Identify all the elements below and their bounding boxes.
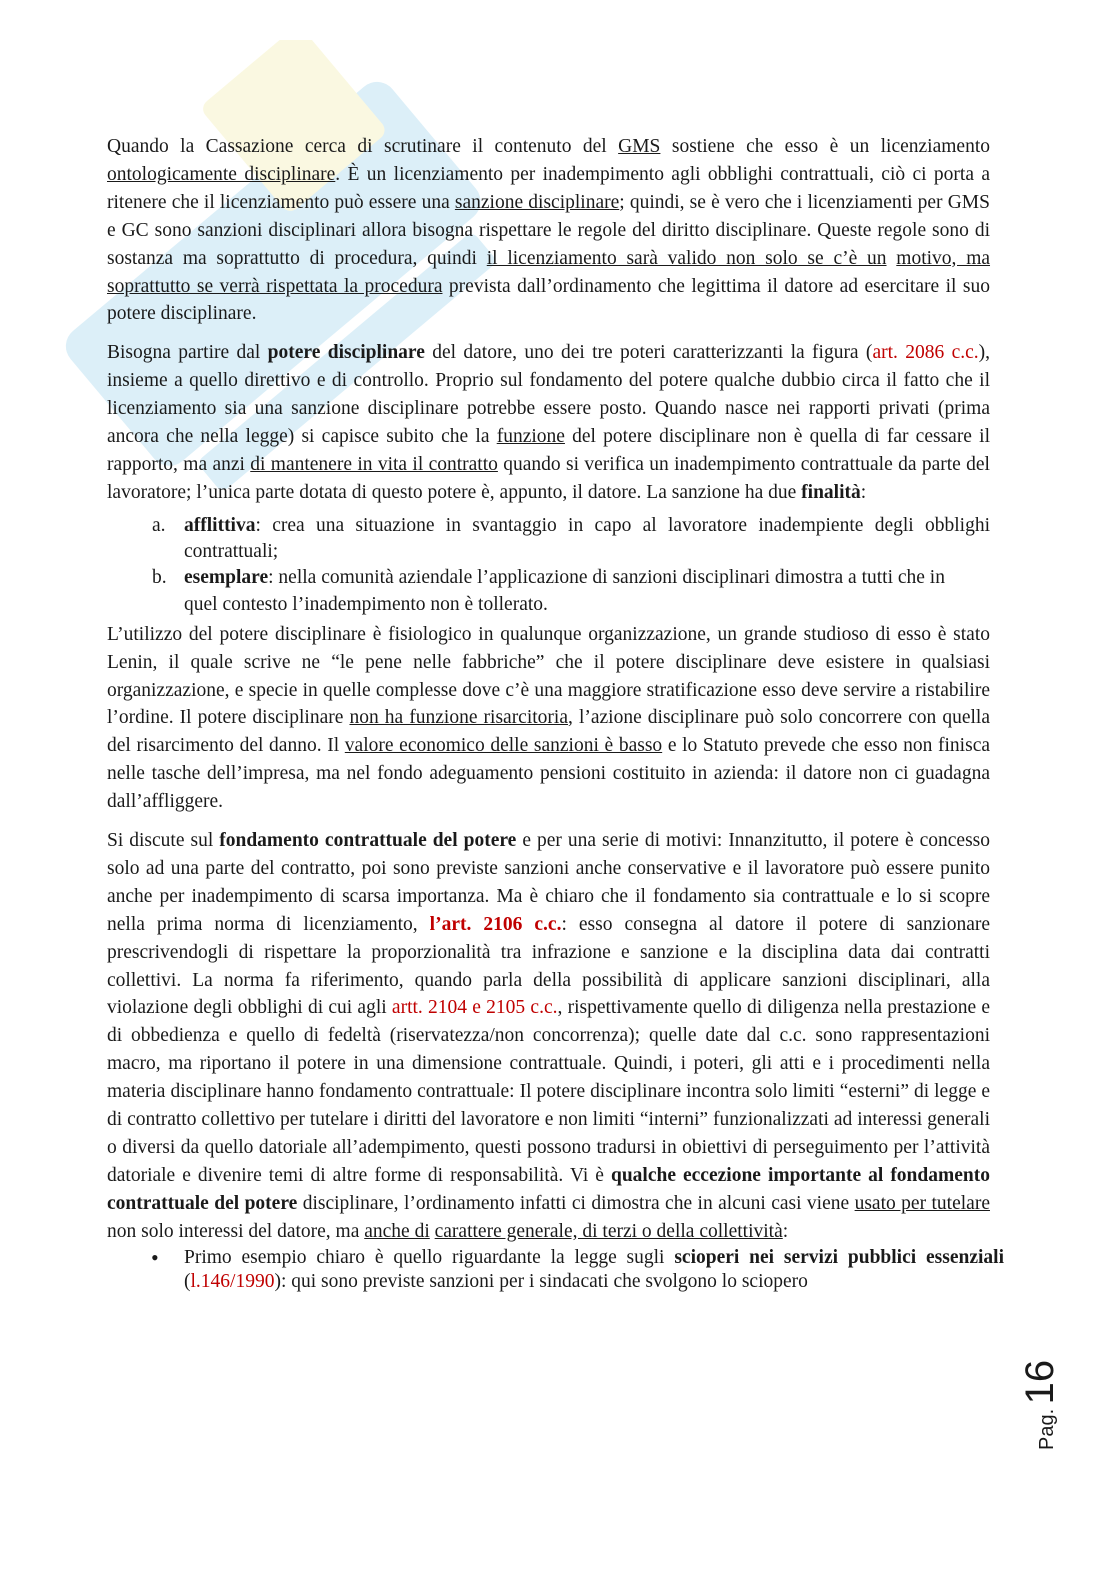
paragraph-fondamento: [107, 827, 990, 1246]
text: . È un licenziamento per inadempimento agli obblighi contrattuali, ciò ci porta a ritenere che il licenziamento può essere una: [107, 163, 990, 213]
text: [887, 248, 897, 269]
page-number: [1018, 1350, 1088, 1460]
bold-text: potere disciplinare: [267, 342, 425, 364]
text: L’utilizzo del potere disciplinare è fisiologico in qualunque organizzazione, un grande studioso di esso è stato Lenin, il quale scrive ne “le pene nelle fabbriche” che il potere disciplinare deve esistere in qualsiasi organizzazione, e specie in quelle complesse dove c’è una maggiore stratificazione esso deve servire a ristabilire l’ordine. Il potere disciplinare: [107, 623, 990, 729]
bold-text: afflittiva: [184, 514, 256, 536]
text: ): qui sono previste sanzioni per i sindacati che svolgono lo sciopero: [274, 1270, 808, 1292]
text: e per una serie di motivi: Innanzitutto, il potere è concesso solo ad una parte del contratto, poi sono previste sanzioni anche conservative e il lavoratore può essere punito anche per inadempimento di scarsa importanza. Ma è chiaro che il fondamento sia contrattuale e lo si scopre nella prima norma di licenziamento,: [107, 830, 990, 935]
list-item: [107, 513, 990, 565]
text: : nella comunità aziendale l’applicazione di sanzioni disciplinari dimostra a tutti che in: [268, 566, 945, 588]
underlined-text: GMS: [618, 136, 661, 157]
underlined-text: non ha funzione risarcitoria: [349, 707, 568, 729]
underlined-text: carattere generale, di terzi o della collettività: [434, 1220, 783, 1242]
law-reference: l’art. 2106 c.c.: [429, 913, 562, 935]
bold-text: finalità: [801, 481, 861, 503]
bullet-marker: •: [151, 1244, 159, 1270]
text: del potere disciplinare non è quella di far cessare il rapporto, ma anzi: [107, 426, 991, 475]
underlined-text: ontologicamente disciplinare: [107, 163, 336, 185]
text: , l’azione disciplinare può solo concorrere con quella del risarcimento del danno. Il: [107, 707, 990, 757]
bold-text: scioperi nei servizi pubblici essenziali: [674, 1246, 1004, 1268]
text: (: [184, 1270, 191, 1292]
list-marker: b.: [152, 566, 167, 588]
text: disciplinare, l’ordinamento infatti ci dimostra che in alcuni casi viene: [297, 1192, 855, 1214]
text: e lo Statuto prevede che esso non finisca nelle tasche dell’impresa, ma nel fondo adeguamento pensioni costituito in azienda: il datore non ci guadagna dall’affliggere.: [107, 735, 991, 813]
underlined-text: di mantenere in vita il contratto: [250, 453, 498, 475]
page-label: Pag.: [1036, 1408, 1058, 1450]
underlined-text: anche di: [364, 1220, 430, 1242]
underlined-text: valore economico delle sanzioni è basso: [344, 735, 663, 757]
list-continuation: quel contesto l’inadempimento non è tollerato.: [184, 593, 548, 615]
text: del datore, uno dei tre poteri caratterizzanti la figura (: [424, 342, 873, 364]
text: non solo interessi del datore, ma: [107, 1220, 365, 1242]
paragraph-lenin: [107, 621, 990, 816]
document-body: [107, 133, 1004, 1294]
paragraph-gms: [107, 133, 990, 328]
text: quando si verifica un inadempimento contrattuale da parte del lavoratore; l’unica parte dotata di questo potere è, appunto, il datore. La sanzione ha due: [107, 453, 990, 503]
bold-text: qualche eccezione importante al fondamento contrattuale del potere: [107, 1164, 990, 1214]
underlined-text: il licenziamento sarà valido non solo se c’è un: [486, 247, 887, 269]
text: , rispettivamente quello di diligenza nella prestazione e di obbedienza e quello di fedeltà (riservatezza/non concorrenza); quelle date dal c.c. sono rappresentazioni macro, ma riportano il potere in una dimensione contrattuale. Quindi, i poteri, gli atti e i procedimenti nella materia disciplinare hanno fondamento contrattuale: Il potere disciplinare incontra solo limiti “esterni” di legge e di contratto collettivo per tutelare i diritti del lavoratore e non limiti “interni” funzionalizzati ad interessi generali o diversi da quello datoriale all’adempimento, questi possono tradursi in obiettivi di perseguimento per l’attività datoriale e divenire temi di altre forme di responsabilità. Vi è: [107, 997, 990, 1186]
text: :: [860, 481, 867, 503]
bold-text: fondamento contrattuale del potere: [219, 830, 517, 852]
law-reference: artt. 2104 e 2105 c.c.: [391, 997, 558, 1019]
text: Quando la Cassazione cerca di scrutinare il contenuto del: [107, 136, 619, 157]
underlined-text: motivo, ma soprattutto se verrà rispettata la procedura: [107, 247, 991, 297]
text: Si discute sul: [107, 830, 220, 852]
list-marker: a.: [152, 514, 166, 536]
law-reference: art. 2086 c.c.: [872, 342, 979, 364]
text: : crea una situazione in svantaggio in capo al lavoratore inadempiente degli obblighi contrattuali;: [184, 514, 990, 562]
text: prevista dall’ordinamento che legittima il datore ad esercitare il suo potere disciplinare.: [107, 275, 990, 325]
underlined-text: usato per tutelare: [854, 1192, 990, 1214]
text: sostiene che esso è un licenziamento: [660, 136, 990, 157]
list-item: [107, 1246, 1004, 1294]
paragraph-potere-disciplinare: [107, 339, 990, 506]
text: Primo esempio chiaro è quello riguardante la legge sugli: [184, 1246, 675, 1268]
finalita-list: [107, 513, 990, 591]
text: ), insieme a quello direttivo e di controllo. Proprio sul fondamento del potere qualche dubbio circa il fatto che il licenziamento sia una sanzione disciplinare potrebbe essere posto. Quando nasce nei rapporti privati (prima ancora che nella legge) si capisce subito che la: [107, 342, 991, 448]
underlined-text: sanzione disciplinare: [454, 191, 620, 213]
text: Bisogna partire dal: [107, 342, 268, 364]
page-number-value: 16: [1018, 1359, 1062, 1405]
bold-text: esemplare: [184, 566, 269, 588]
underlined-text: funzione: [496, 426, 565, 448]
text: ; quindi, se è vero che i licenziamenti per GMS e GC sono sanzioni disciplinari allora bisogna rispettare le regole del diritto disciplinare. Queste regole sono di sostanza ma soprattutto di procedura, quindi: [107, 191, 990, 269]
examples-list: [107, 1244, 1004, 1294]
text: : esso consegna al datore il potere di sanzionare prescrivendogli di rispettare la proporzionalità tra infrazione e sanzione e la disciplina data dai contratti collettivi. La norma fa riferimento, quando parla della possibilità di applicare sanzioni disciplinari, alla violazione degli obblighi di cui agli: [107, 913, 990, 1019]
law-reference: l.146/1990: [190, 1270, 275, 1292]
text: :: [782, 1220, 789, 1242]
list-item: [107, 565, 1004, 591]
